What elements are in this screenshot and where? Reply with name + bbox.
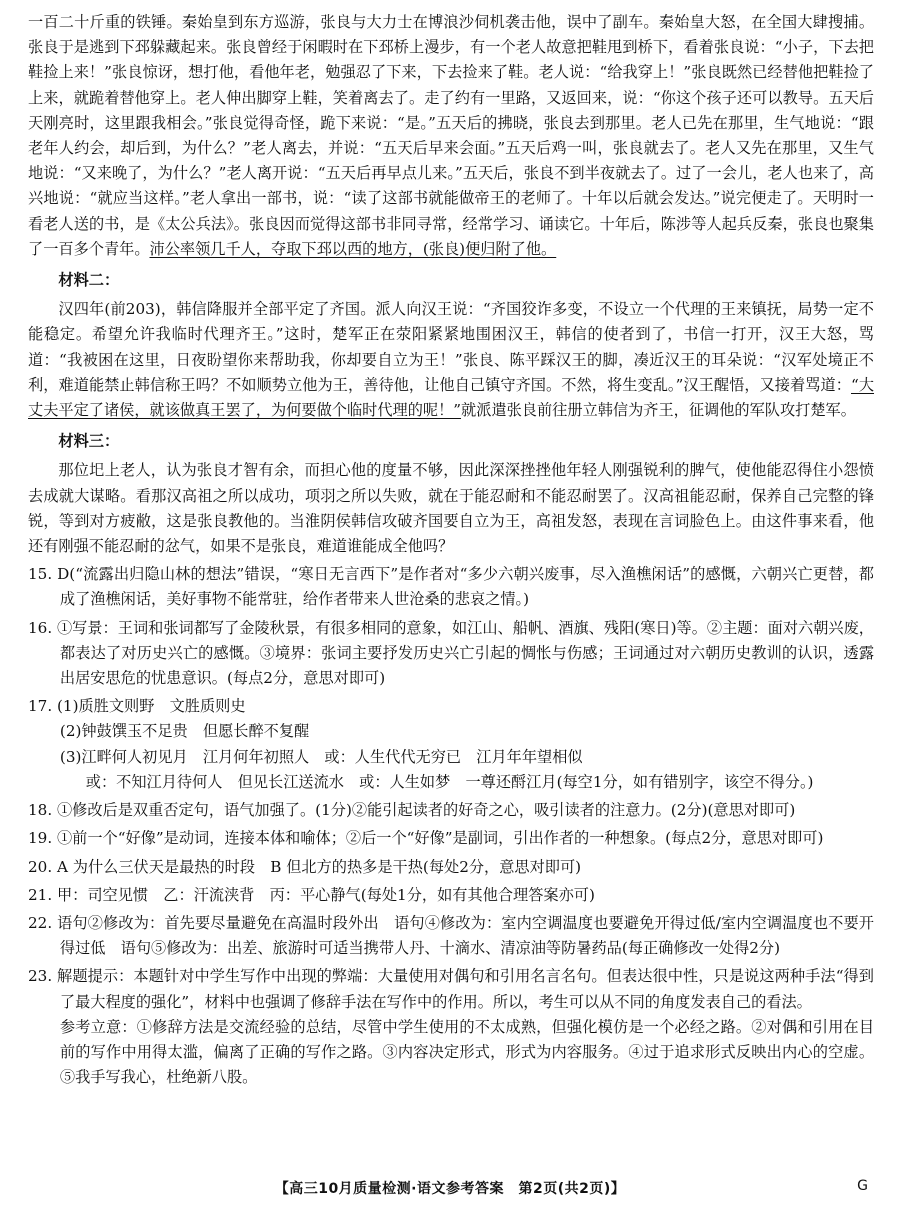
answer-20: 20. A 为什么三伏天是最热的时段 B 但北方的热多是干热(每处2分，意思对即可) [28,857,582,876]
answer-22: 22. 语句②修改为：首先要尽量避免在高温时段外出 语句④修改为：室内空调温度也要避免开得过低/室内空调温度也不要开得过低 语句⑤修改为：出差、旅游时可适当携带人丹、十滴水、清凉油等防暑药品(每正确修改一处得2分) [28,913,874,958]
material2-underlined-sentence: “大丈夫平定了诸侯，就该做真王罢了，为何要做个临时代理的呢！” [28,375,875,420]
answer-17-line1: 17. (1)质胜文则野 文胜质则史 [28,697,246,716]
page-footer: 【高三10月质量检测·语文参考答案 第2页(共2页)】 [274,1181,626,1197]
material1-paragraph: 一百二十斤重的铁锤。秦始皇到东方巡游，张良与大力士在博浪沙伺机袭击他，误中了副车。秦始皇大怒，在全国大肆搜捕。张良于是逃到下邳躲藏起来。张良曾经于闲暇时在下邳桥上漫步，有一个老人故意把鞋甩到桥下，看着张良说：“小子，下去把鞋捡上来！”张良惊讶，想打他，看他年老，勉强忍了下来，下去捡来了鞋。老人说：“给我穿上！”张良既然已经替他把鞋捡了上来，就跪着替他穿上。老人伸出脚穿上鞋，笑着离去了。走了约有一里路，又返回来，说：“你这个孩子还可以教导。五天后天刚亮时，这里跟我相会。”张良觉得奇怪，跪下来说：“是。”五天后的拂晓，张良去到那里。老人已先在那里，生气地说：“跟老年人约会，却后到，为什么？”老人离去，并说：“五天后早来会面。”五天后鸡一叫，张良就去了。老人又先在那里，又生气地说：“又来晚了，为什么？”老人离开说：“五天后再早点儿来。”五天后，张良不到半夜就去了。过了一会儿，老人也来了，高兴地说：“就应当这样。”老人拿出一部书，说：“读了这部书就能做帝王的老师了。十年以后就会发达。”说完便走了。天明时一看老人送的书，是《太公兵法》。张良因而觉得这部书非同寻常，经常学习、诵读它。十年后，陈涉等人起兵反秦，张良也聚集了一百多个青年。 [28,13,874,258]
material1-underlined-sentence: 沛公率领几千人，夺取下邳以西的地方，(张良)便归附了他。 [149,239,557,258]
material3-heading: 材料三： [58,432,120,451]
answer-17-line3: (3)江畔何人初见月 江月何年初照人 或：人生代代无穷已 江月年年望相似 [59,747,583,766]
answer-23-reference: 参考立意：①修辞方法是交流经验的总结，尽管中学生使用的不太成熟，但强化模仿是一个必经之路。②对偶和引用在目前的写作中用得太滥，偏离了正确的写作之路。③内容决定形式，形式为内容服务。④过于追求形式反映出内心的空虚。⑤我手写我心，杜绝新八股。 [59,1017,874,1087]
answer-key-page [28,10,874,1090]
material1-text [28,10,874,262]
material2-heading: 材料二： [58,271,120,290]
answer-19: 19. ①前一个“好像”是动词，连接本体和喻体；②后一个“好像”是副词，引出作者的一种想象。(每点2分，意思对即可) [28,829,824,848]
material2-text [28,297,874,423]
material2-paragraph-end: 就派遣张良前往册立韩信为齐王，征调他的军队攻打楚军。 [461,401,856,420]
answer-23-hint: 23. 解题提示：本题针对中学生写作中出现的弊端：大量使用对偶句和引用名言名句。但表达很中性，只是说这两种手法“得到了最大程度的强化”，材料中也强调了修辞手法在写作中的作用。所以，考生可以从不同的角度发表自己的看法。 [28,967,874,1011]
answer-18: 18. ①修改后是双重否定句，语气加强了。(1分)②能引起读者的好奇之心，吸引读者的注意力。(2分)(意思对即可) [28,801,796,820]
answer-17-line2: (2)钟鼓馔玉不足贵 但愿长醉不复醒 [59,722,310,741]
answer-16: 16. ①写景：王词和张词都写了金陵秋景，有很多相同的意象，如江山、船帆、酒旗、残阳(寒日)等。②主题：面对六朝兴废，都表达了对历史兴亡的感慨。③境界：张词主要抒发历史兴亡引起的惆怅与伤感；王词通过对六朝历史教训的认识，透露出居安思危的忧患意识。(每点2分，意思对即可) [28,618,874,688]
answer-21: 21. 甲：司空见惯 乙：汗流浃背 丙：平心静气(每处1分，如有其他合理答案亦可) [28,885,595,904]
answer-17-line4: 或：不知江月待何人 但见长江送流水 或：人生如梦 一尊还酹江月(每空1分，如有错别字，该空不得分。) [85,772,814,791]
version-letter: G [857,1178,868,1194]
material2-paragraph: 汉四年(前203)，韩信降服并全部平定了齐国。派人向汉王说：“齐国狡诈多变，不设立一个代理的王来镇抚，局势一定不能稳定。希望允许我临时代理齐王。”这时，楚军正在荥阳紧紧地围困汉王，韩信的使者到了，书信一打开，汉王大怒，骂道：“我被困在这里，日夜盼望你来帮助我，你却要自立为王！”张良、陈平踩汉王的脚，凑近汉王的耳朵说：“汉军处境正不利，难道能禁止韩信称王吗？不如顺势立他为王，善待他，让他自己镇守齐国。不然，将生变乱。”汉王醒悟，又接着骂道： [28,300,874,394]
material3-paragraph: 那位圯上老人，认为张良才智有余，而担心他的度量不够，因此深深挫挫他年轻人刚强锐利的脾气，使他能忍得住小怨愤去成就大谋略。看那汉高祖之所以成功，项羽之所以失败，就在于能忍耐和不能忍耐罢了。汉高祖能忍耐，保养自己完整的锋锐，等到对方疲敝，这是张良教他的。当淮阴侯韩信攻破齐国要自立为王，高祖发怒，表现在言词脸色上。由这件事来看，他还有刚强不能忍耐的忿气，如果不是张良，难道谁能成全他吗？ [28,461,874,556]
answer-15: 15. D(“流露出归隐山林的想法”错误，“寒日无言西下”是作者对“多少六朝兴废事，尽入渔樵闲话”的感慨，六朝兴亡更替，都成了渔樵闲话，美好事物不能常驻，给作者带来人世沧桑的悲哀之情。) [28,565,874,609]
